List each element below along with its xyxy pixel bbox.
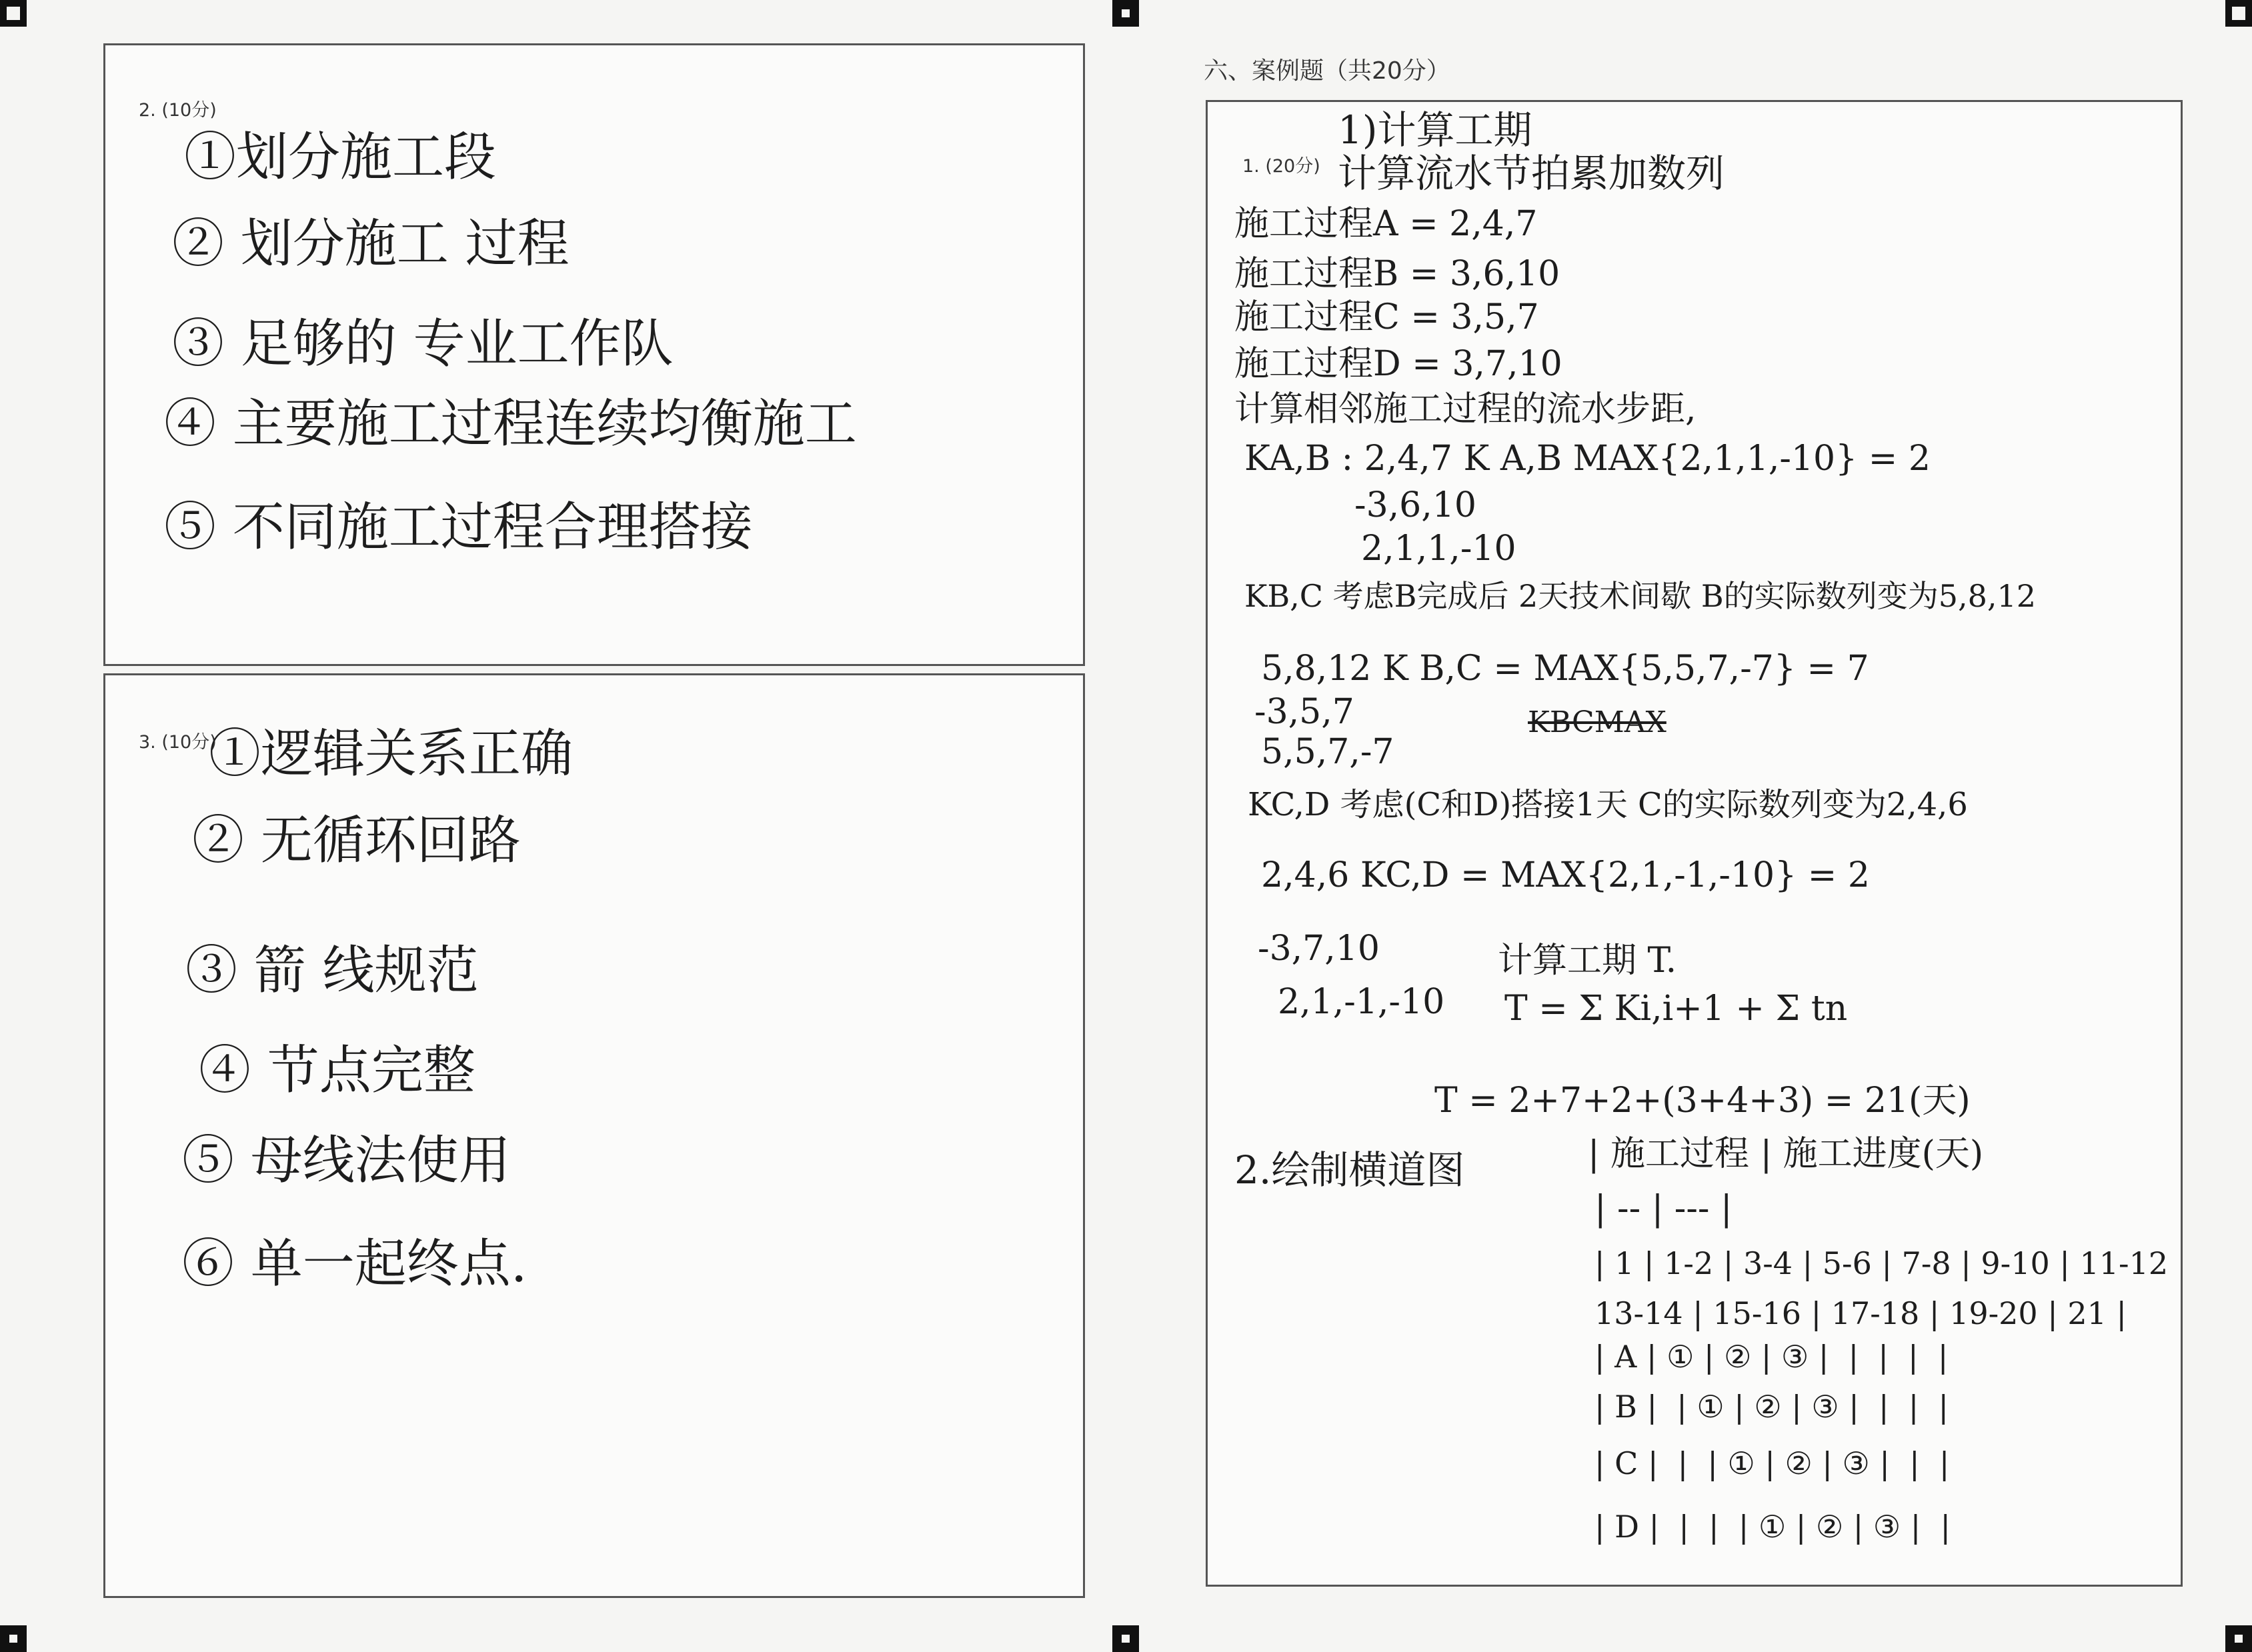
corner-marker-tl	[0, 0, 27, 27]
answer-box-q3	[103, 673, 1085, 1598]
bar-chart-row: | B | | ① | ② | ③ | | | |	[1594, 1389, 1949, 1425]
handwritten-line: T = Σ Ki,i+1 + Σ tn	[1504, 989, 1848, 1029]
answer-box-q1	[1206, 100, 2183, 1587]
handwritten-line: 2,1,1,-10	[1361, 529, 1516, 569]
bar-chart-header: | 施工过程 | 施工进度(天)	[1588, 1134, 1984, 1174]
bar-chart-row: | A | ① | ② | ③ | | | | |	[1594, 1339, 1949, 1375]
question-label-q2: 2. (10分)	[139, 100, 217, 121]
handwritten-line: -3,7,10	[1258, 929, 1380, 969]
handwritten-line: 2.绘制横道图	[1234, 1147, 1465, 1193]
handwritten-line: 2,4,6 KC,D = MAX{2,1,-1,-10} = 2	[1261, 855, 1870, 895]
handwritten-line: 2,1,-1,-10	[1278, 982, 1445, 1022]
handwritten-line: ② 无循环回路	[192, 811, 521, 871]
section-title: 六、案例题（共20分）	[1204, 57, 1450, 85]
corner-marker-bl	[0, 1625, 27, 1652]
handwritten-line: 计算流水节拍累加数列	[1338, 151, 1725, 196]
handwritten-line: ①划分施工段	[184, 127, 497, 187]
corner-marker-tr	[2225, 0, 2252, 27]
handwritten-line: 计算工期 T.	[1498, 941, 1677, 981]
handwritten-line: ② 划分施工 过程	[172, 214, 570, 274]
handwritten-line: -3,6,10	[1354, 485, 1476, 525]
handwritten-line: KC,D 考虑(C和D)搭接1天 C的实际数列变为2,4,6	[1248, 786, 1968, 823]
handwritten-line: ①逻辑关系正确	[209, 724, 574, 784]
corner-marker-br	[2225, 1625, 2252, 1652]
handwritten-line: ④ 主要施工过程连续均衡施工	[164, 394, 857, 454]
handwritten-crossed-out: KBCMAX	[1528, 705, 1666, 739]
corner-marker-bc	[1112, 1625, 1139, 1652]
bar-chart-row: | -- | --- |	[1594, 1189, 1733, 1229]
handwritten-line: T = 2+7+2+(3+4+3) = 21(天)	[1434, 1081, 1971, 1121]
handwritten-line: 施工过程A = 2,4,7	[1234, 204, 1538, 244]
handwritten-line: 1)计算工期	[1338, 107, 1532, 153]
corner-marker-tc	[1112, 0, 1139, 27]
answer-box-q2	[103, 43, 1085, 666]
handwritten-line: -3,5,7	[1254, 692, 1354, 732]
handwritten-line: ③ 箭 线规范	[185, 941, 479, 1001]
handwritten-line: 计算相邻施工过程的流水步距,	[1234, 389, 1697, 429]
question-label-q3: 3. (10分)	[139, 732, 217, 753]
bar-chart-row: | C | | | ① | ② | ③ | | |	[1594, 1445, 1950, 1481]
bar-chart-row: | D | | | | ① | ② | ③ | |	[1594, 1509, 1951, 1545]
handwritten-line: 5,5,7,-7	[1261, 732, 1394, 772]
handwritten-line: ③ 足够的 专业工作队	[172, 314, 674, 374]
handwritten-line: ⑤ 母线法使用	[182, 1131, 511, 1191]
handwritten-line: 施工过程C = 3,5,7	[1234, 297, 1539, 337]
handwritten-line: 施工过程D = 3,7,10	[1234, 344, 1562, 384]
handwritten-line: KB,C 考虑B完成后 2天技术间歇 B的实际数列变为5,8,12	[1244, 578, 2037, 614]
handwritten-line: 施工过程B = 3,6,10	[1234, 254, 1560, 294]
handwritten-line: 5,8,12 K B,C = MAX{5,5,7,-7} = 7	[1261, 649, 1869, 689]
handwritten-line: ⑥ 单一起终点.	[182, 1234, 527, 1294]
handwritten-line: ⑤ 不同施工过程合理搭接	[164, 497, 753, 557]
bar-chart-row: 13-14 | 15-16 | 17-18 | 19-20 | 21 |	[1594, 1295, 2127, 1331]
question-label-q1: 1. (20分)	[1242, 156, 1320, 177]
handwritten-line: KA,B : 2,4,7 K A,B MAX{2,1,1,-10} = 2	[1244, 439, 1931, 479]
bar-chart-row: | 1 | 1-2 | 3-4 | 5-6 | 7-8 | 9-10 | 11-12	[1594, 1245, 2169, 1281]
handwritten-line: ④ 节点完整	[199, 1041, 475, 1101]
